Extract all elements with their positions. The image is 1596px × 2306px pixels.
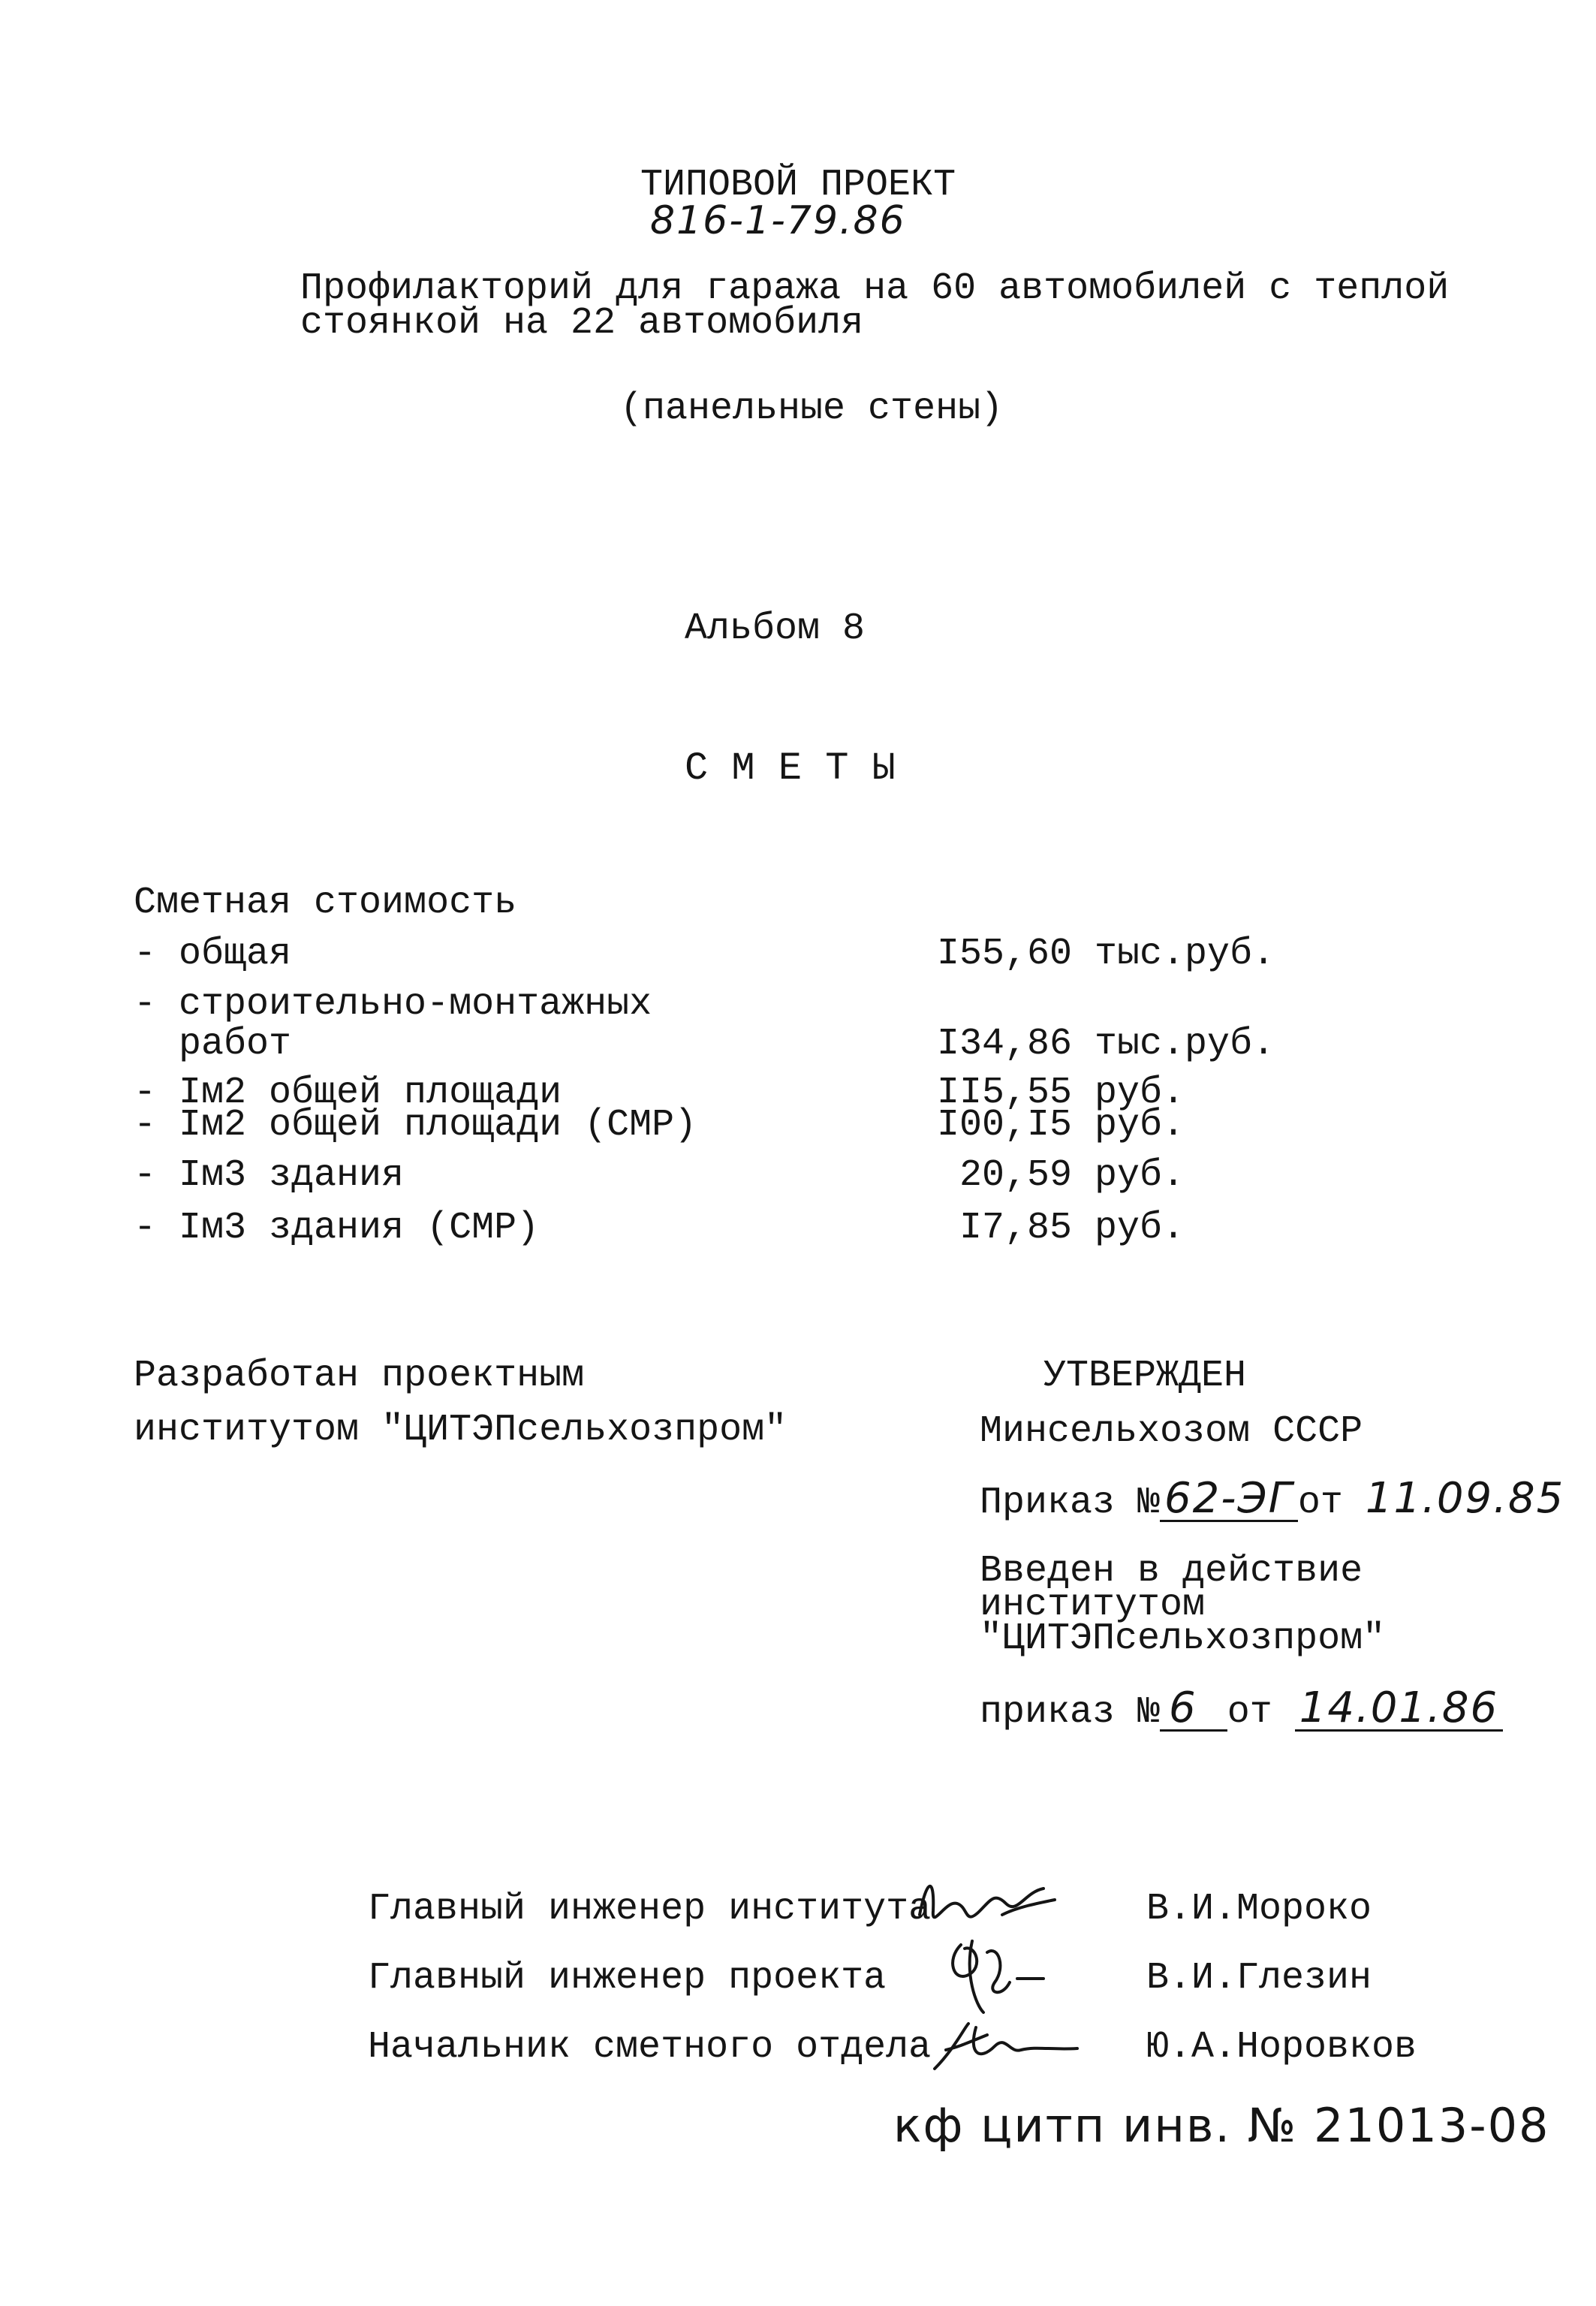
order-date: 11.09.85 [1365, 1474, 1565, 1523]
cost-label-construction: - строительно-монтажных работ [134, 983, 652, 1066]
signature-role-2: Главный инженер проекта [368, 1957, 887, 2000]
developer-line2: институтом "ЦИТЭПсельхозпром" [134, 1409, 787, 1451]
signature-mark-2 [931, 1930, 1066, 2020]
cost-value-per-m3: 20,59 руб. [937, 1154, 1185, 1197]
order2-date: 14.01.86 [1295, 1687, 1503, 1732]
signature-name-3: Ю.А.Норовков [1146, 2026, 1417, 2069]
approval-authority: Минсельхозом СССР [980, 1410, 1363, 1453]
order-prefix: Приказ № [980, 1482, 1161, 1524]
project-subtitle: (панельные стены) [620, 387, 1004, 430]
project-title-line1: Профилакторий для гаража на 60 автомобилей с теплой [300, 267, 1450, 310]
order2-number: 6 [1160, 1687, 1227, 1732]
signature-role-3: Начальник сметного отдела [368, 2026, 932, 2069]
cost-label-per-m2: - Iм2 общей площади [134, 1072, 562, 1114]
order-number: 62-ЭГ [1160, 1478, 1298, 1522]
enacted-line3: "ЦИТЭПсельхозпром" [980, 1617, 1386, 1660]
enactment-order [980, 1684, 1503, 1734]
cost-value-per-m2: II5,55 руб. [937, 1072, 1185, 1114]
project-title-line2: стоянкой на 22 автомобиля [300, 302, 864, 345]
cost-value-per-m3-smr: I7,85 руб. [937, 1207, 1185, 1249]
archive-note: кф цитп инв. № 21013-08 [893, 2098, 1550, 2153]
developer-line1: Разработан проектным [134, 1355, 585, 1397]
cost-label-total: - общая [134, 933, 292, 975]
approval-heading: УТВЕРЖДЕН [1043, 1355, 1247, 1397]
order2-from: от [1227, 1691, 1272, 1734]
order-from: от [1297, 1482, 1343, 1524]
signature-name-1: В.И.Мороко [1146, 1888, 1372, 1931]
signature-name-2: В.И.Глезин [1146, 1957, 1372, 2000]
cost-label-per-m3-smr: - Iм3 здания (СМР) [134, 1207, 540, 1249]
section-title: С М Е Т Ы [685, 746, 896, 791]
order2-prefix: приказ № [980, 1691, 1161, 1734]
cost-heading: Сметная стоимость [134, 882, 517, 924]
project-number: 816-1-79.86 [650, 198, 906, 243]
enacted-line2: институтом [980, 1584, 1206, 1626]
approval-order [980, 1474, 1565, 1524]
signature-mark-1 [912, 1870, 1062, 1937]
signature-role-1: Главный инженер института [368, 1888, 932, 1931]
doc-type-heading: ТИПОВОЙ ПРОЕКТ [640, 164, 956, 206]
album-label: Альбом 8 [685, 607, 866, 650]
cost-label-per-m3: - Iм3 здания [134, 1154, 405, 1197]
enacted-line1: Введен в действие [980, 1550, 1363, 1593]
cost-value-per-m2-smr: I00,I5 руб. [937, 1104, 1185, 1147]
cost-value-construction: I34,86 тыс.руб. [937, 1022, 1275, 1066]
cost-value-total: I55,60 тыс.руб. [937, 933, 1275, 975]
signature-mark-3 [923, 2012, 1089, 2080]
cost-label-per-m2-smr: - Iм2 общей площади (СМР) [134, 1104, 697, 1147]
